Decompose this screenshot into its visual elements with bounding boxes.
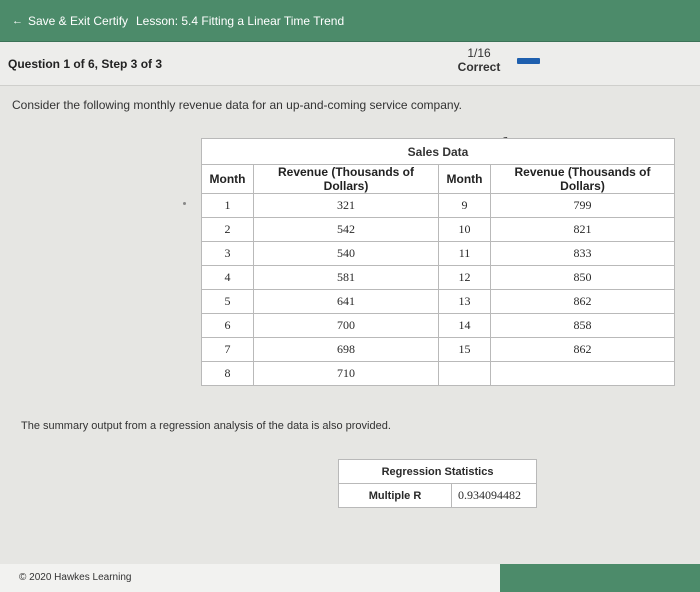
revenue-cell: 700 <box>254 314 439 338</box>
progress-marker <box>517 58 540 64</box>
regression-title: Regression Statistics <box>339 460 537 484</box>
month-cell: 6 <box>202 314 254 338</box>
month-cell: 2 <box>202 218 254 242</box>
top-navigation-bar <box>0 0 700 42</box>
month-cell: 9 <box>439 194 491 218</box>
question-header <box>0 42 700 86</box>
table-row <box>202 242 675 266</box>
revenue-cell: 858 <box>491 314 675 338</box>
question-prompt: Consider the following monthly revenue data for an up-and-coming service company. <box>12 98 463 112</box>
revenue-cell: 698 <box>254 338 439 362</box>
month-cell: 4 <box>202 266 254 290</box>
header-month-1: Month <box>202 165 254 194</box>
footer-bar <box>0 564 700 592</box>
back-arrow-icon: ← <box>12 15 22 27</box>
month-cell: 13 <box>439 290 491 314</box>
decorative-dot <box>183 202 186 205</box>
revenue-cell: 540 <box>254 242 439 266</box>
score-indicator <box>454 46 504 74</box>
revenue-cell: 862 <box>491 290 675 314</box>
revenue-cell: 833 <box>491 242 675 266</box>
month-cell: 5 <box>202 290 254 314</box>
month-cell: 11 <box>439 242 491 266</box>
header-revenue-2: Revenue (Thousands of Dollars) <box>491 165 675 194</box>
table-row <box>202 362 675 386</box>
table-row <box>202 218 675 242</box>
revenue-cell: 862 <box>491 338 675 362</box>
multiple-r-label: Multiple R <box>339 484 452 508</box>
revenue-cell: 799 <box>491 194 675 218</box>
regression-statistics-table <box>338 459 537 508</box>
copyright-text: © 2020 Hawkes Learning <box>19 572 132 583</box>
multiple-r-value: 0.934094482 <box>452 484 537 508</box>
month-cell: 10 <box>439 218 491 242</box>
revenue-cell <box>491 362 675 386</box>
save-exit-button[interactable] <box>12 14 128 28</box>
header-month-2: Month <box>439 165 491 194</box>
score-status: Correct <box>457 60 501 74</box>
revenue-cell: 821 <box>491 218 675 242</box>
save-exit-label: Save & Exit Certify <box>28 14 129 28</box>
table-caption: Sales Data <box>202 139 675 165</box>
month-cell: 3 <box>202 242 254 266</box>
question-title: Question 1 of 6, Step 3 of 3 <box>8 57 163 71</box>
month-cell: 12 <box>439 266 491 290</box>
revenue-cell: 581 <box>254 266 439 290</box>
table-row <box>202 194 675 218</box>
revenue-cell: 542 <box>254 218 439 242</box>
month-cell: 8 <box>202 362 254 386</box>
table-row <box>202 338 675 362</box>
summary-text: The summary output from a regression analysis of the data is also provided. <box>21 420 391 432</box>
revenue-cell: 321 <box>254 194 439 218</box>
table-row <box>202 290 675 314</box>
revenue-cell: 710 <box>254 362 439 386</box>
month-cell: 7 <box>202 338 254 362</box>
lesson-title: Lesson: 5.4 Fitting a Linear Time Trend <box>136 14 345 28</box>
header-revenue-1: Revenue (Thousands of Dollars) <box>254 165 439 194</box>
table-row <box>202 266 675 290</box>
month-cell <box>439 362 491 386</box>
month-cell: 15 <box>439 338 491 362</box>
revenue-cell: 850 <box>491 266 675 290</box>
table-row <box>202 314 675 338</box>
sales-data-table <box>201 138 675 386</box>
month-cell: 14 <box>439 314 491 338</box>
revenue-cell: 641 <box>254 290 439 314</box>
footer-panel <box>0 564 500 592</box>
month-cell: 1 <box>202 194 254 218</box>
score-value: 1/16 <box>467 46 491 60</box>
